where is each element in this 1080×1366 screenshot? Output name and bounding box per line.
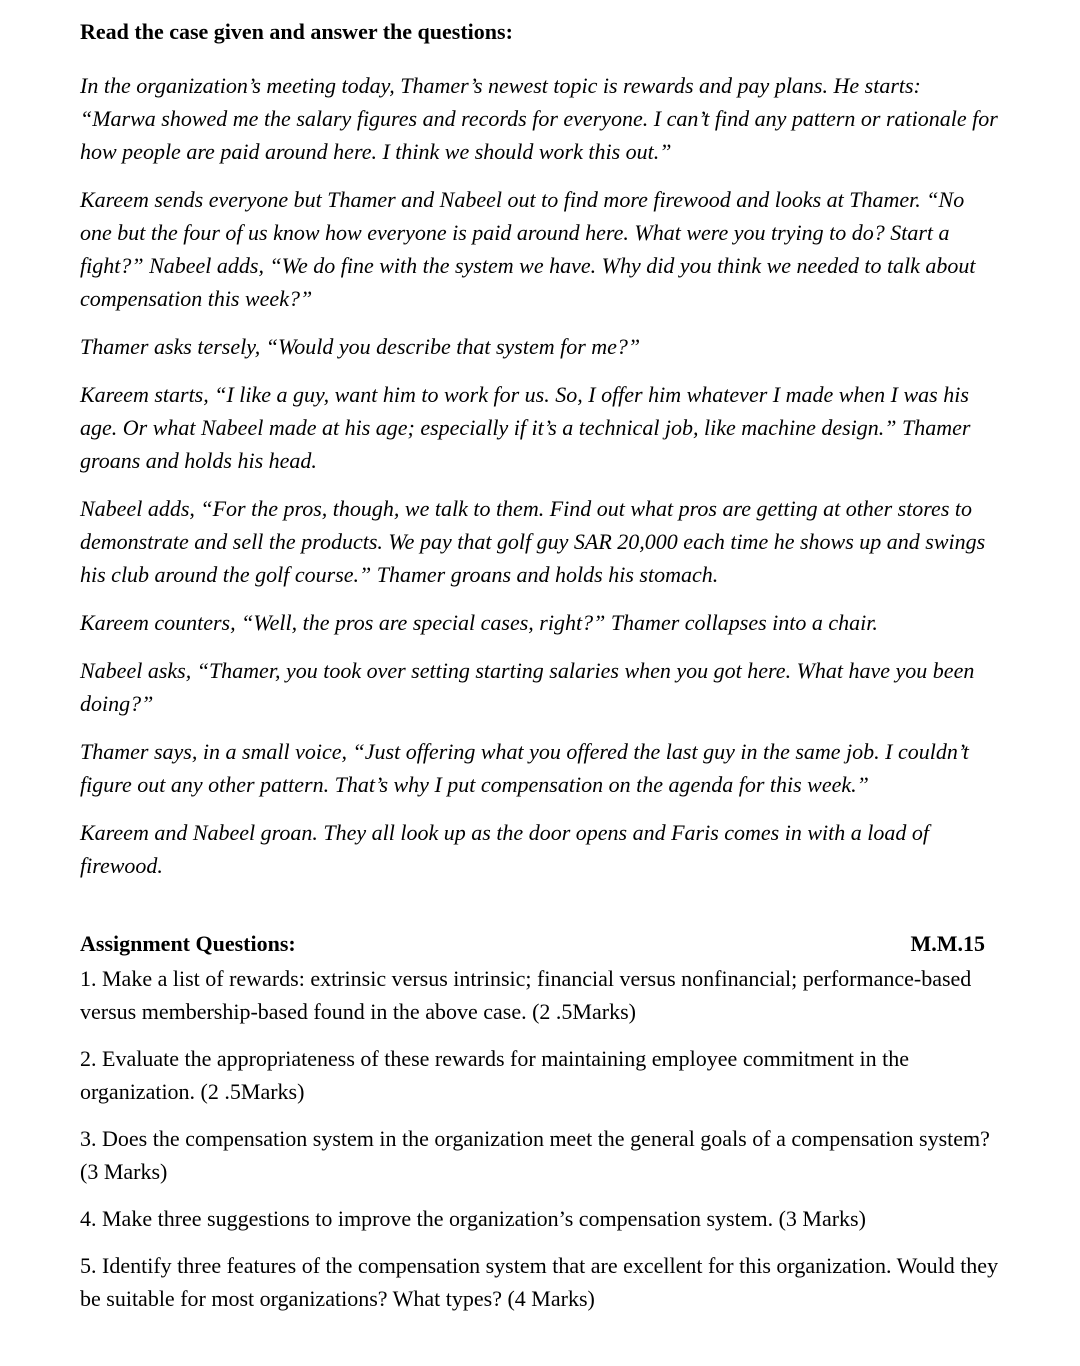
case-paragraph: Nabeel adds, “For the pros, though, we talk to them. Find out what pros are getting at other stores to demonstrate and sell the products. We pay that golf guy SAR 20,000 each time he shows up and swings his club around the golf course.” Thamer groans and holds his stomach. — [80, 496, 986, 587]
assignment-questions — [80, 962, 1000, 1329]
case-paragraph: Thamer says, in a small voice, “Just offering what you offered the last guy in the same job. I couldn’t figure out any other pattern. That’s why I put compensation on the agenda for this week.” — [80, 739, 969, 797]
question-item: 4. Make three suggestions to improve the organization’s compensation system. (3 Marks) — [80, 1206, 866, 1231]
assignment-title: Assignment Questions: — [80, 931, 296, 956]
case-text — [80, 69, 1000, 897]
case-paragraph: Kareem counters, “Well, the pros are special cases, right?” Thamer collapses into a chair. — [80, 610, 878, 635]
case-paragraph: Kareem sends everyone but Thamer and Nabeel out to find more firewood and looks at Thamer. “No one but the four of us know how everyone is paid around here. What were you trying to do? Start a fight?” Nabeel adds, “We do fine with the system we have. Why did you think we needed to talk about compensation this week?” — [80, 187, 976, 311]
instructions-heading: Read the case given and answer the questions: — [80, 19, 513, 44]
case-paragraph: Thamer asks tersely, “Would you describe that system for me?” — [80, 334, 641, 359]
question-item: 3. Does the compensation system in the organization meet the general goals of a compensation system? (3 Marks) — [80, 1126, 990, 1184]
case-paragraph: Nabeel asks, “Thamer, you took over setting starting salaries when you got here. What have you been doing?” — [80, 658, 975, 716]
question-item: 2. Evaluate the appropriateness of these rewards for maintaining employee commitment in the organization. (2 .5Marks) — [80, 1046, 910, 1104]
assignment-header — [80, 928, 985, 960]
max-marks: M.M.15 — [910, 931, 985, 956]
question-item: 5. Identify three features of the compensation system that are excellent for this organization. Would they be suitable for most organizations? What types? (4 Marks) — [80, 1253, 999, 1311]
question-item: 1. Make a list of rewards: extrinsic versus intrinsic; financial versus nonfinancial; performance-based versus membership-based found in the above case. (2 .5Marks) — [80, 966, 972, 1024]
case-paragraph: In the organization’s meeting today, Thamer’s newest topic is rewards and pay plans. He starts: “Marwa showed me the salary figures and records for everyone. I can’t find any pattern or rationale for how people are paid around here. I think we should work this out.” — [80, 73, 998, 164]
case-paragraph: Kareem and Nabeel groan. They all look up as the door opens and Faris comes in with a load of firewood. — [80, 820, 929, 878]
case-paragraph: Kareem starts, “I like a guy, want him to work for us. So, I offer him whatever I made when I was his age. Or what Nabeel made at his age; especially if it’s a technical job, like machine design.” Thamer groans and holds his head. — [80, 382, 971, 473]
